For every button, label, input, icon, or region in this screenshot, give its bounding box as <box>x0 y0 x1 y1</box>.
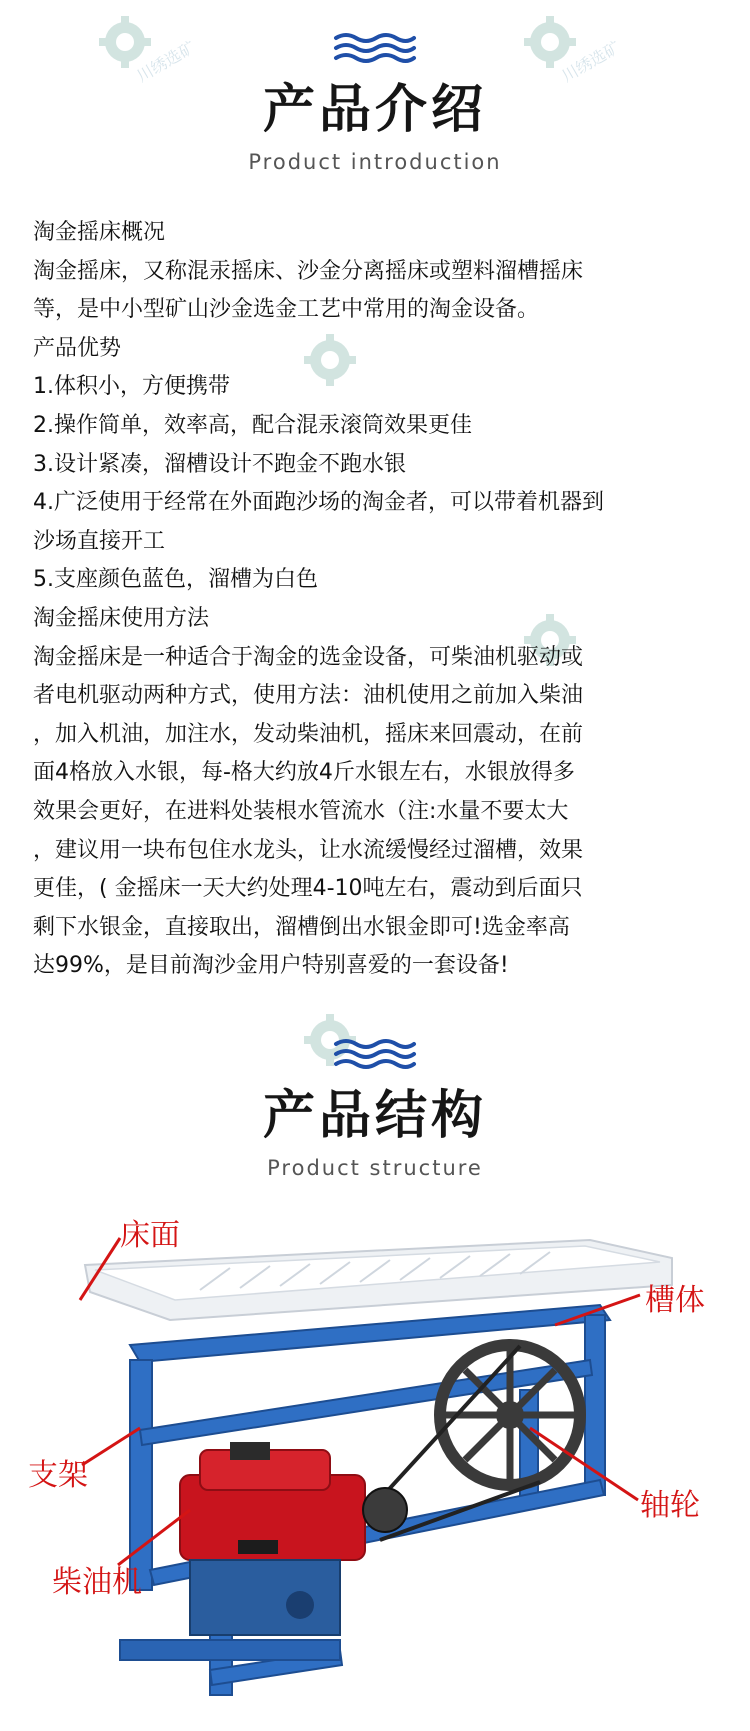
text-line: 2.操作简单，效率高，配合混汞滚筒效果更佳 <box>33 412 472 438</box>
wave-icon <box>332 30 418 64</box>
text-line: 淘金摇床使用方法 <box>33 605 210 631</box>
text-line: 产品优势 <box>33 335 122 361</box>
text-line: 更佳，( 金摇床一天大约处理4-10吨左右，震动到后面只 <box>33 876 583 902</box>
intro-heading <box>0 30 750 174</box>
text-line: 5.支座颜色蓝色，溜槽为白色 <box>33 567 318 593</box>
label-frame: 支架 <box>28 1458 88 1493</box>
text-line: 剩下水银金，直接取出，溜槽倒出水银金即可!选金率高 <box>33 914 570 940</box>
text-line: 4.广泛使用于经常在外面跑沙场的淘金者，可以带着机器到 <box>33 490 604 516</box>
label-bed-surface: 床面 <box>120 1218 180 1253</box>
page-title: 产品介绍 <box>262 80 487 140</box>
text-line: 面4格放入水银，每-格大约放4斤水银左右，水银放得多 <box>33 760 575 786</box>
text-line: 者电机驱动两种方式，使用方法：油机使用之前加入柴油 <box>33 683 584 709</box>
page-subtitle: Product introduction <box>248 150 502 174</box>
structure-subtitle: Product structure <box>267 1156 483 1180</box>
product-structure-illustration <box>0 1210 750 1731</box>
label-diesel-engine: 柴油机 <box>52 1565 142 1600</box>
text-line: ，建议用一块布包住水龙头，让水流缓慢经过溜槽，效果 <box>33 837 584 863</box>
text-line: 淘金摇床概况 <box>33 220 166 245</box>
text-line: 淘金摇床，又称混汞摇床、沙金分离摇床或塑料溜槽摇床 <box>33 258 584 284</box>
wave-icon <box>332 1036 418 1070</box>
text-line: 效果会更好，在进料处装根水管流水（注:水量不要太大 <box>33 798 569 824</box>
structure-title: 产品结构 <box>262 1086 487 1146</box>
text-line: 淘金摇床是一种适合于淘金的选金设备，可柴油机驱动或 <box>33 644 584 670</box>
text-line: 3.设计紧凑，溜槽设计不跑金不跑水银 <box>33 451 406 477</box>
product-description <box>33 214 723 986</box>
text-line: 1.体积小，方便携带 <box>33 374 230 400</box>
svg-text:川绣选矿: 川绣选矿 <box>558 37 624 86</box>
shaking-table-drawing <box>0 1210 750 1731</box>
structure-heading <box>0 1036 750 1180</box>
text-line: ，加入机油，加注水，发动柴油机，摇床来回震动，在前 <box>33 721 584 747</box>
text-line: 达99%，是目前淘沙金用户特别喜爱的一套设备! <box>33 953 509 979</box>
text-line: 等，是中小型矿山沙金选金工艺中常用的淘金设备。 <box>33 297 540 323</box>
label-trough: 槽体 <box>645 1283 705 1318</box>
label-pulley: 轴轮 <box>640 1488 700 1523</box>
svg-text:川绣选矿: 川绣选矿 <box>133 37 199 86</box>
text-line: 沙场直接开工 <box>33 528 166 554</box>
